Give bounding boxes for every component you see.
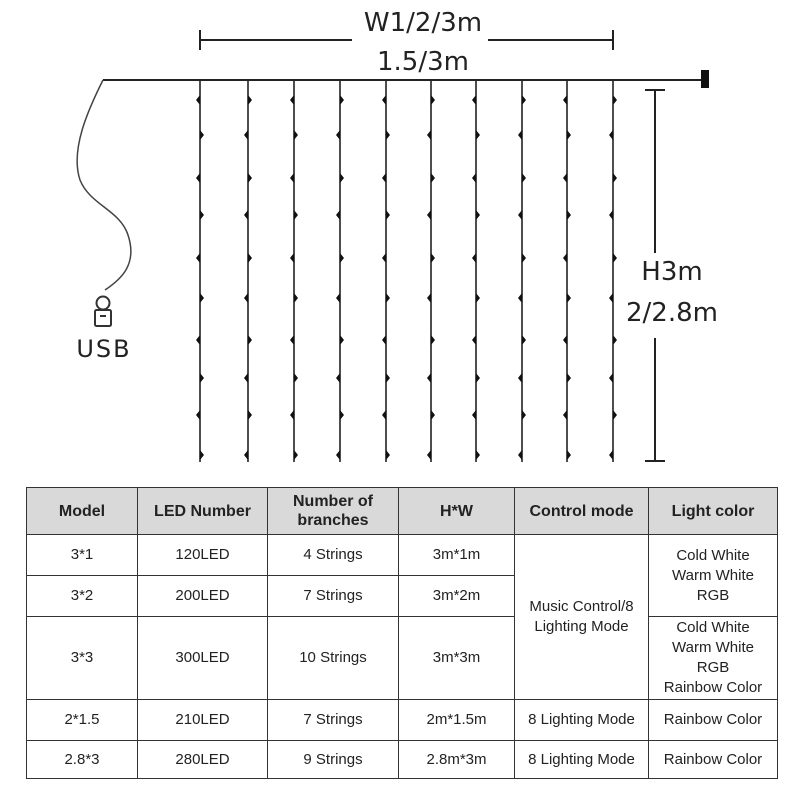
led-bulb — [431, 173, 435, 183]
led-bulb — [382, 410, 386, 420]
led-bulb — [522, 95, 526, 105]
cell-hw: 3m*1m — [399, 535, 515, 576]
led-bulb — [518, 210, 522, 220]
led-bulb — [382, 173, 386, 183]
cell-color: Rainbow Color — [649, 700, 778, 741]
led-bulb — [244, 210, 248, 220]
header-branches — [268, 488, 399, 535]
led-bulb — [248, 253, 252, 263]
spec-table — [26, 487, 778, 779]
led-strings — [196, 80, 617, 462]
led-bulb — [476, 450, 480, 460]
wire-end-cap — [701, 70, 709, 88]
table-header-row — [27, 488, 778, 535]
led-bulb — [294, 373, 298, 383]
led-bulb — [382, 95, 386, 105]
led-bulb — [244, 293, 248, 303]
cell-model: 2.8*3 — [27, 741, 138, 779]
cell-hw: 3m*3m — [399, 617, 515, 700]
color-b-line1: Cold White — [676, 619, 750, 636]
led-bulb — [518, 373, 522, 383]
cell-control: 8 Lighting Mode — [515, 741, 649, 779]
control-line1: Music Control/8 — [529, 598, 634, 615]
led-bulb — [472, 253, 476, 263]
led-bulb — [290, 335, 294, 345]
height-label: H3m — [641, 257, 703, 287]
led-bulb — [476, 293, 480, 303]
table-row — [27, 617, 778, 700]
cell-color: Rainbow Color — [649, 741, 778, 779]
cell-model: 2*1.5 — [27, 700, 138, 741]
led-bulb — [294, 450, 298, 460]
cell-color-merged-a — [649, 535, 778, 617]
led-bulb — [522, 253, 526, 263]
led-bulb — [294, 210, 298, 220]
led-bulb — [431, 335, 435, 345]
cell-led: 300LED — [138, 617, 268, 700]
led-bulb — [340, 335, 344, 345]
header-light-color: Light color — [649, 488, 778, 535]
color-b-line3: RGB — [696, 659, 730, 676]
led-bulb — [522, 410, 526, 420]
cell-model: 3*1 — [27, 535, 138, 576]
cell-branches: 10 Strings — [268, 617, 399, 700]
led-bulb — [196, 253, 200, 263]
led-bulb — [563, 253, 567, 263]
led-bulb — [427, 130, 431, 140]
led-bulb — [336, 210, 340, 220]
led-bulb — [196, 173, 200, 183]
width-label-alt: 1.5/3m — [377, 47, 469, 77]
led-bulb — [567, 210, 571, 220]
led-bulb — [518, 450, 522, 460]
cell-led: 200LED — [138, 576, 268, 617]
led-bulb — [522, 173, 526, 183]
led-bulb — [522, 335, 526, 345]
led-bulb — [609, 373, 613, 383]
cell-led: 210LED — [138, 700, 268, 741]
led-bulb — [427, 210, 431, 220]
led-bulb — [386, 210, 390, 220]
led-bulb — [609, 450, 613, 460]
led-bulb — [567, 293, 571, 303]
led-bulb — [244, 450, 248, 460]
led-bulb — [196, 335, 200, 345]
cell-color-merged-b — [649, 617, 778, 700]
led-bulb — [472, 95, 476, 105]
color-a-line1: Cold White — [676, 546, 750, 564]
led-bulb — [609, 130, 613, 140]
led-bulb — [196, 410, 200, 420]
header-branches-line2: branches — [297, 512, 369, 529]
led-bulb — [386, 450, 390, 460]
led-bulb — [336, 373, 340, 383]
usb-plug-icon — [95, 297, 111, 327]
led-bulb — [336, 450, 340, 460]
led-bulb — [613, 253, 617, 263]
led-bulb — [200, 293, 204, 303]
cell-branches: 7 Strings — [268, 576, 399, 617]
led-bulb — [472, 410, 476, 420]
width-label: W1/2/3m — [363, 8, 483, 38]
led-bulb — [613, 335, 617, 345]
led-bulb — [518, 293, 522, 303]
header-model: Model — [27, 488, 138, 535]
header-branches-line1: Number of — [293, 493, 373, 510]
led-bulb — [613, 95, 617, 105]
led-bulb — [427, 373, 431, 383]
control-line2: Lighting Mode — [534, 618, 629, 635]
led-bulb — [613, 173, 617, 183]
color-a-line2: Warm White — [672, 566, 754, 584]
led-bulb — [427, 293, 431, 303]
led-bulb — [563, 95, 567, 105]
led-bulb — [248, 335, 252, 345]
led-bulb — [248, 410, 252, 420]
cell-control-merged — [515, 535, 649, 700]
led-bulb — [294, 130, 298, 140]
cell-hw: 2m*1.5m — [399, 700, 515, 741]
led-bulb — [613, 410, 617, 420]
cell-hw: 2.8m*3m — [399, 741, 515, 779]
table-row — [27, 741, 778, 779]
usb-cable — [77, 80, 131, 290]
led-bulb — [609, 210, 613, 220]
led-bulb — [563, 410, 567, 420]
led-bulb — [567, 373, 571, 383]
height-label-alt: 2/2.8m — [626, 298, 718, 328]
led-bulb — [340, 410, 344, 420]
led-bulb — [476, 373, 480, 383]
led-bulb — [336, 293, 340, 303]
led-bulb — [200, 210, 204, 220]
cell-branches: 7 Strings — [268, 700, 399, 741]
header-led-number: LED Number — [138, 488, 268, 535]
led-bulb — [567, 450, 571, 460]
led-bulb — [476, 210, 480, 220]
led-bulb — [290, 95, 294, 105]
cell-hw: 3m*2m — [399, 576, 515, 617]
led-bulb — [563, 173, 567, 183]
led-bulb — [472, 173, 476, 183]
led-bulb — [382, 253, 386, 263]
led-bulb — [196, 95, 200, 105]
led-bulb — [472, 335, 476, 345]
color-b-line4: Rainbow Color — [663, 679, 763, 696]
led-bulb — [340, 95, 344, 105]
cell-branches: 9 Strings — [268, 741, 399, 779]
led-bulb — [290, 410, 294, 420]
led-bulb — [476, 130, 480, 140]
led-bulb — [427, 450, 431, 460]
usb-label: USB — [76, 335, 132, 363]
cell-control: 8 Lighting Mode — [515, 700, 649, 741]
led-bulb — [248, 173, 252, 183]
led-bulb — [609, 293, 613, 303]
led-bulb — [336, 130, 340, 140]
led-bulb — [567, 130, 571, 140]
color-b-line2: Warm White — [672, 639, 754, 656]
led-bulb — [431, 253, 435, 263]
led-bulb — [340, 173, 344, 183]
led-bulb — [290, 173, 294, 183]
led-bulb — [290, 253, 294, 263]
led-bulb — [244, 373, 248, 383]
led-bulb — [244, 130, 248, 140]
cell-led: 280LED — [138, 741, 268, 779]
cell-branches: 4 Strings — [268, 535, 399, 576]
led-bulb — [248, 95, 252, 105]
header-control-mode: Control mode — [515, 488, 649, 535]
led-bulb — [518, 130, 522, 140]
color-a-line3: RGB — [696, 586, 730, 604]
table-row — [27, 535, 778, 576]
header-hw: H*W — [399, 488, 515, 535]
led-bulb — [386, 373, 390, 383]
cell-led: 120LED — [138, 535, 268, 576]
cell-model: 3*3 — [27, 617, 138, 700]
led-bulb — [340, 253, 344, 263]
led-bulb — [431, 95, 435, 105]
led-bulb — [386, 130, 390, 140]
table-row — [27, 700, 778, 741]
led-bulb — [294, 293, 298, 303]
led-bulb — [386, 293, 390, 303]
led-bulb — [200, 373, 204, 383]
led-bulb — [200, 450, 204, 460]
led-bulb — [382, 335, 386, 345]
cell-model: 3*2 — [27, 576, 138, 617]
led-bulb — [431, 410, 435, 420]
led-bulb — [563, 335, 567, 345]
led-bulb — [200, 130, 204, 140]
